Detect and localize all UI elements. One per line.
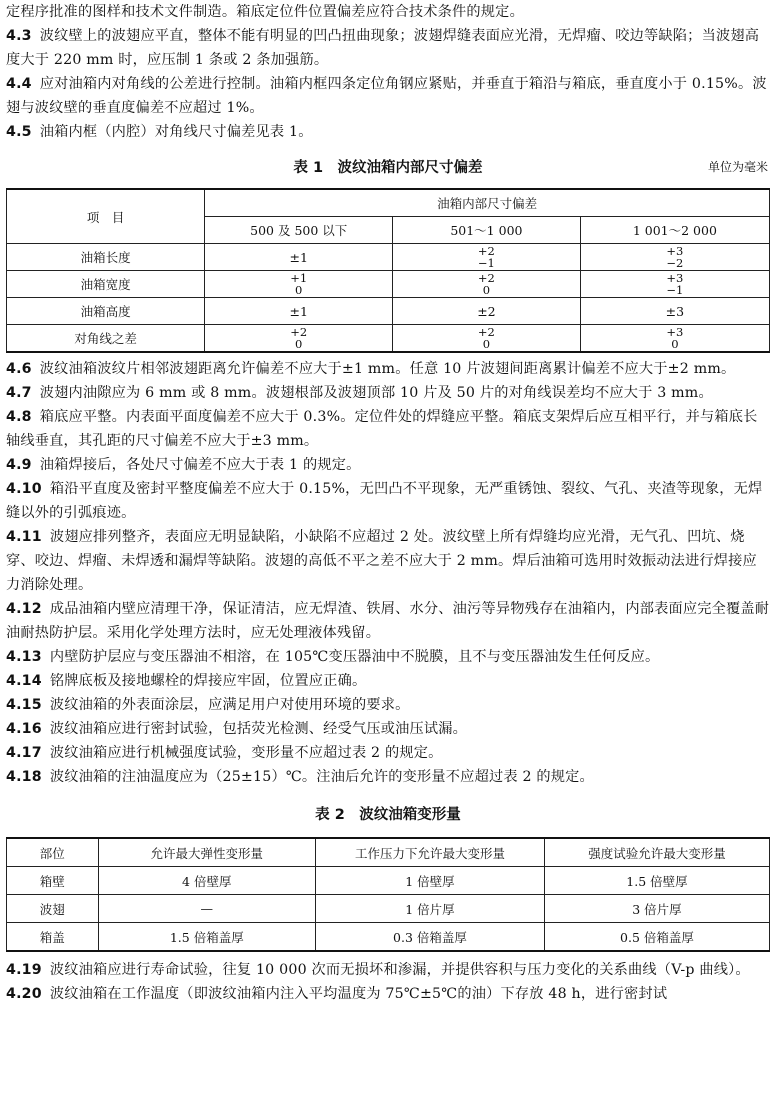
table2-cell: 4 倍壁厚 bbox=[98, 867, 315, 895]
clause-text: 波纹油箱波纹片相邻波翅距离允许偏差不应大于±1 mm。任意 10 片波翅间距离累计偏差不应大于±2 mm。 bbox=[39, 361, 736, 377]
table1-row bbox=[7, 325, 770, 353]
table1-cell bbox=[205, 325, 393, 353]
table1-cell bbox=[393, 244, 581, 271]
table2-row bbox=[7, 867, 770, 895]
table1-col-header: 501～1 000 bbox=[393, 217, 581, 244]
clause-group-b bbox=[6, 357, 770, 789]
tolerance-upper: +2 bbox=[477, 270, 495, 285]
tolerance-pair bbox=[666, 326, 683, 350]
table1-row bbox=[7, 244, 770, 271]
clause-text: 铭牌底板及接地螺栓的焊接应牢固，位置应正确。 bbox=[49, 673, 367, 689]
clause-text: 波翅应排列整齐，表面应无明显缺陷，小缺陷不应超过 2 处。波纹壁上所有焊缝均应光滑，无气孔、凹坑、烧穿、咬边、焊瘤、未焊透和漏焊等缺陷。波翅的高低不平之差不应大于 2 mm。焊后油箱可选用时效振动法进行焊接应力消除处理。 bbox=[6, 529, 757, 593]
clause-paragraph bbox=[6, 477, 770, 525]
table1-group-header: 油箱内部尺寸偏差 bbox=[205, 189, 770, 217]
table1-dimension-deviation bbox=[6, 188, 770, 353]
table1-cell bbox=[205, 298, 393, 325]
clause-paragraph bbox=[6, 357, 770, 381]
clause-paragraph bbox=[6, 765, 770, 789]
tolerance-lower: 0 bbox=[295, 282, 303, 297]
table1-unit-note: 单位为毫米 bbox=[707, 160, 768, 174]
clause-text: 油箱内框（内腔）对角线尺寸偏差见表 1。 bbox=[39, 124, 313, 140]
table2-row-label: 箱壁 bbox=[7, 867, 99, 895]
table2-caption: 表 2 波纹油箱变形量 bbox=[315, 807, 461, 823]
clause-number: 4.8 bbox=[6, 409, 32, 425]
table2-col-header: 工作压力下允许最大变形量 bbox=[316, 838, 545, 867]
table1-cell bbox=[580, 244, 769, 271]
tolerance-pair bbox=[478, 245, 495, 269]
clause-number: 4.3 bbox=[6, 28, 32, 44]
tolerance-upper: +2 bbox=[477, 243, 495, 258]
clause-number: 4.6 bbox=[6, 361, 32, 377]
tolerance-lower: 0 bbox=[295, 336, 303, 351]
clause-text: 箱沿平直度及密封平整度偏差不应大于 0.15%，无凹凸不平现象，无严重锈蚀、裂纹、气孔、夹渣等现象，无焊缝以外的引弧痕迹。 bbox=[6, 481, 763, 521]
table1-item-header: 项 目 bbox=[7, 189, 205, 244]
table2-col-header: 允许最大弹性变形量 bbox=[98, 838, 315, 867]
clause-number: 4.12 bbox=[6, 601, 42, 617]
table1-caption: 表 1 波纹油箱内部尺寸偏差 bbox=[293, 160, 483, 176]
table2-cell: 1 倍壁厚 bbox=[316, 867, 545, 895]
table2-row-label: 波翅 bbox=[7, 895, 99, 923]
clause-number: 4.14 bbox=[6, 673, 42, 689]
table2-cell: 1.5 倍壁厚 bbox=[544, 867, 769, 895]
tolerance-upper: +1 bbox=[290, 270, 308, 285]
clause-paragraph bbox=[6, 381, 770, 405]
clause-number: 4.17 bbox=[6, 745, 42, 761]
table1-cell bbox=[205, 244, 393, 271]
clause-number: 4.15 bbox=[6, 697, 42, 713]
clause-text: 油箱焊接后，各处尺寸偏差不应大于表 1 的规定。 bbox=[39, 457, 361, 473]
clause-number: 4.18 bbox=[6, 769, 42, 785]
table2-cell: 1.5 倍箱盖厚 bbox=[98, 923, 315, 952]
tolerance-lower: 0 bbox=[482, 282, 491, 297]
table2-header-row bbox=[7, 838, 770, 867]
clause-paragraph bbox=[6, 645, 770, 669]
clause-number: 4.9 bbox=[6, 457, 32, 473]
clause-group-a bbox=[6, 24, 770, 144]
clause-text: 成品油箱内壁应清理干净，保证清洁，应无焊渣、铁屑、水分、油污等异物残存在油箱内，内部表面应完全覆盖耐油耐热防护层。采用化学处理方法时，应无处理液体残留。 bbox=[6, 601, 770, 641]
clause-paragraph bbox=[6, 453, 770, 477]
table2-cell: 0.3 倍箱盖厚 bbox=[316, 923, 545, 952]
clause-paragraph bbox=[6, 525, 770, 597]
tolerance-lower: 0 bbox=[671, 336, 679, 351]
table1-col-header: 1 001～2 000 bbox=[580, 217, 769, 244]
tolerance-pair bbox=[666, 272, 683, 296]
clause-text: 波纹油箱的注油温度应为（25±15）℃。注油后允许的变形量不应超过表 2 的规定。 bbox=[49, 769, 594, 785]
table1-cell bbox=[393, 298, 581, 325]
clause-number: 4.11 bbox=[6, 529, 42, 545]
clause-number: 4.7 bbox=[6, 385, 32, 401]
clause-text: 箱底应平整。内表面平面度偏差不应大于 0.3%。定位件处的焊缝应平整。箱底支架焊后应互相平行，并与箱底长轴线垂直，其孔距的尺寸偏差不应大于±3 mm。 bbox=[6, 409, 758, 449]
table2-cell: — bbox=[98, 895, 315, 923]
table2-cell: 1 倍片厚 bbox=[316, 895, 545, 923]
clause-text: 内壁防护层应与变压器油不相溶，在 105℃变压器油中不脱膜，且不与变压器油发生任何反应。 bbox=[49, 649, 660, 665]
table2-cell: 0.5 倍箱盖厚 bbox=[544, 923, 769, 952]
clause-number: 4.4 bbox=[6, 76, 32, 92]
table1-header-row bbox=[7, 189, 770, 217]
clause-text: 波纹油箱在工作温度（即波纹油箱内注入平均温度为 75℃±5℃的油）下存放 48 h，进行密封试 bbox=[49, 986, 668, 1002]
table1-col-header: 500 及 500 以下 bbox=[205, 217, 393, 244]
clause-paragraph bbox=[6, 120, 770, 144]
clause-paragraph bbox=[6, 405, 770, 453]
clause-number: 4.20 bbox=[6, 986, 42, 1002]
clause-text: 波翅内油隙应为 6 mm 或 8 mm。波翅根部及波翅顶部 10 片及 50 片的对角线误差均不应大于 3 mm。 bbox=[39, 385, 713, 401]
table1-cell bbox=[580, 271, 769, 298]
table1-caption-row bbox=[6, 144, 770, 188]
clause-number: 4.16 bbox=[6, 721, 42, 737]
clause-text: 波纹油箱应进行密封试验，包括荧光检测、经受气压或油压试漏。 bbox=[49, 721, 468, 737]
clause-paragraph bbox=[6, 72, 770, 120]
clause-number: 4.13 bbox=[6, 649, 42, 665]
clause-paragraph bbox=[6, 24, 770, 72]
table2-deformation bbox=[6, 837, 770, 952]
clause-number: 4.19 bbox=[6, 962, 42, 978]
tolerance-upper: +3 bbox=[666, 243, 684, 258]
table1-cell bbox=[393, 271, 581, 298]
table1-cell bbox=[580, 325, 769, 353]
clause-text: 应对油箱内对角线的公差进行控制。油箱内框四条定位角钢应紧贴，并垂直于箱沿与箱底，垂直度小于 0.15%。波翅与波纹壁的垂直度偏差不应超过 1%。 bbox=[6, 76, 767, 116]
tolerance-pair bbox=[478, 272, 495, 296]
tolerance-pair bbox=[290, 326, 307, 350]
table2-row bbox=[7, 923, 770, 952]
table2-cell: 3 倍片厚 bbox=[544, 895, 769, 923]
table1-row bbox=[7, 271, 770, 298]
tolerance-pair bbox=[478, 326, 495, 350]
tolerance-lower: 0 bbox=[482, 336, 491, 351]
table2-col-header: 部位 bbox=[7, 838, 99, 867]
table2-body bbox=[7, 867, 770, 952]
table1-cell bbox=[205, 271, 393, 298]
clause-text: 波纹油箱应进行机械强度试验，变形量不应超过表 2 的规定。 bbox=[49, 745, 443, 761]
tolerance-value: ±1 bbox=[289, 303, 308, 319]
clause-number: 4.10 bbox=[6, 481, 42, 497]
tolerance-upper: +3 bbox=[666, 324, 684, 339]
table2-row-label: 箱盖 bbox=[7, 923, 99, 952]
clause-text: 波纹油箱应进行寿命试验，往复 10 000 次而无损坏和渗漏，并提供容积与压力变化的关系曲线（V-p 曲线）。 bbox=[49, 962, 750, 978]
continued-paragraph: 定程序批准的图样和技术文件制造。箱底定位件位置偏差应符合技术条件的规定。 bbox=[6, 4, 524, 20]
clause-number: 4.5 bbox=[6, 124, 32, 140]
tolerance-value: ±1 bbox=[289, 249, 308, 265]
table1-body bbox=[7, 244, 770, 353]
tolerance-upper: +2 bbox=[290, 324, 308, 339]
table1-cell bbox=[580, 298, 769, 325]
tolerance-upper: +3 bbox=[666, 270, 684, 285]
clause-text: 波纹壁上的波翅应平直，整体不能有明显的凹凸扭曲现象；波翅焊缝表面应光滑，无焊瘤、咬边等缺陷；当波翅高度大于 220 mm 时，应压制 1 条或 2 条加强筋。 bbox=[6, 28, 760, 68]
clause-paragraph bbox=[6, 982, 770, 1006]
clause-paragraph bbox=[6, 741, 770, 765]
tolerance-upper: +2 bbox=[477, 324, 495, 339]
table2-row bbox=[7, 895, 770, 923]
clause-paragraph bbox=[6, 597, 770, 645]
table1-cell bbox=[393, 325, 581, 353]
tolerance-pair bbox=[666, 245, 683, 269]
table1-row-label: 对角线之差 bbox=[7, 325, 205, 353]
clause-paragraph bbox=[6, 958, 770, 982]
tolerance-value: ±2 bbox=[477, 303, 496, 319]
table2-caption-row bbox=[6, 789, 770, 837]
clause-paragraph bbox=[6, 717, 770, 741]
table1-row-label: 油箱宽度 bbox=[7, 271, 205, 298]
table1-row-label: 油箱高度 bbox=[7, 298, 205, 325]
clause-text: 波纹油箱的外表面涂层，应满足用户对使用环境的要求。 bbox=[49, 697, 410, 713]
tolerance-lower: −1 bbox=[666, 282, 684, 297]
table1-row-label: 油箱长度 bbox=[7, 244, 205, 271]
clause-group-c bbox=[6, 958, 770, 1006]
clause-paragraph bbox=[6, 693, 770, 717]
tolerance-value: ±3 bbox=[665, 303, 685, 319]
clause-paragraph bbox=[6, 669, 770, 693]
tolerance-lower: −2 bbox=[666, 255, 684, 270]
tolerance-lower: −1 bbox=[477, 255, 495, 270]
table1-row bbox=[7, 298, 770, 325]
table2-col-header: 强度试验允许最大变形量 bbox=[544, 838, 769, 867]
tolerance-pair bbox=[290, 272, 307, 296]
